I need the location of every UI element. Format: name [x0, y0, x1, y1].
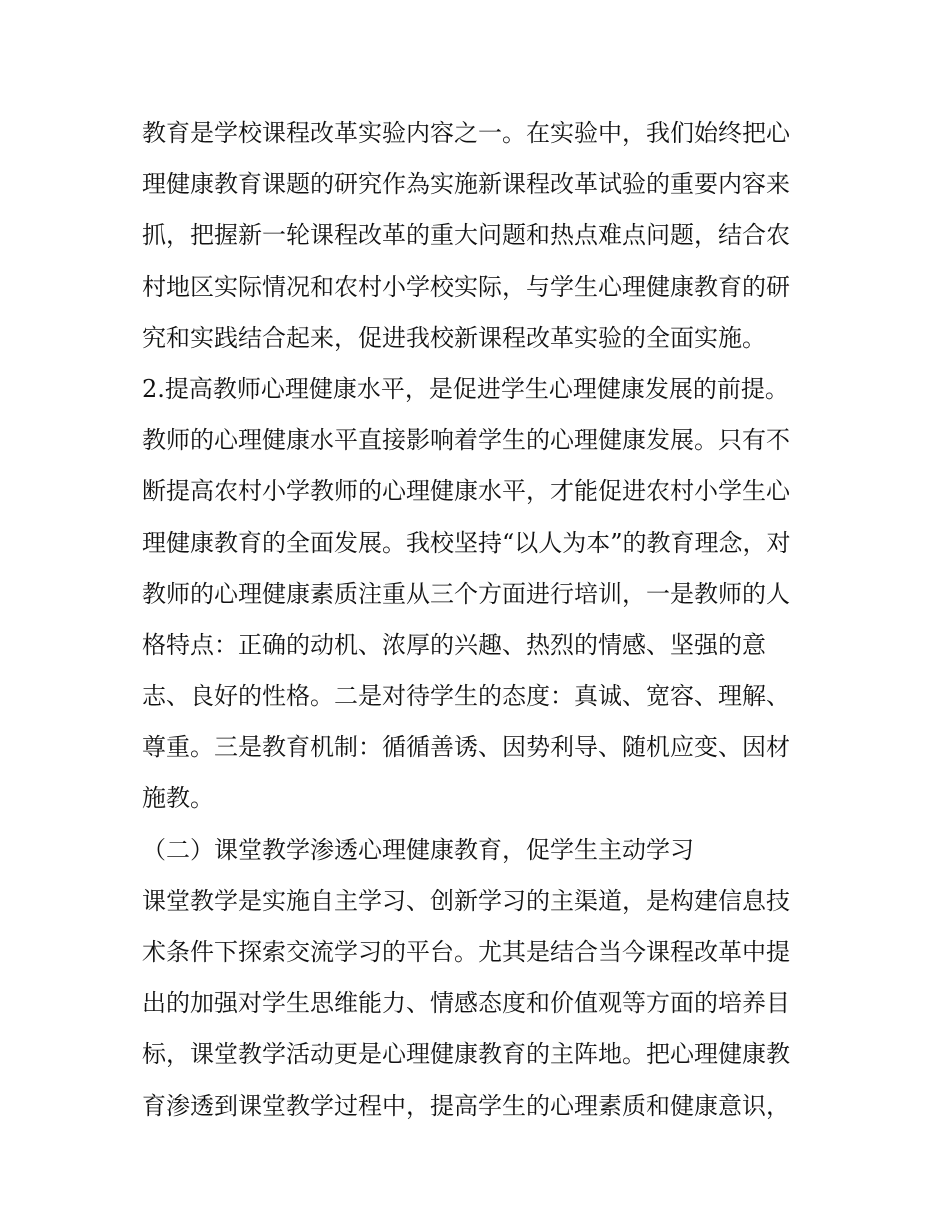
- text-line: 术条件下探索交流学习的平台。尤其是结合当今课程改革中提: [142, 938, 790, 966]
- text-line: 村地区实际情况和农村小学校实际，与学生心理健康教育的研: [142, 272, 790, 301]
- text-line: 教师的心理健康素质注重从三个方面进行培训，一是教师的人: [142, 579, 790, 608]
- text-line: 施教。: [142, 784, 214, 813]
- text-line: 育渗透到课堂教学过程中，提高学生的心理素质和健康意识，: [142, 1091, 790, 1120]
- text-line: 抓，把握新一轮课程改革的重大问题和热点难点问题，结合农: [142, 221, 790, 250]
- text-line: 断提高农村小学教师的心理健康水平，才能促进农村小学生心: [142, 477, 790, 506]
- body-text: [142, 108, 822, 1132]
- text-line: 课堂教学是实施自主学习、创新学习的主渠道，是构建信息技: [142, 886, 790, 915]
- text-line: 尊重。三是教育机制：循循善诱、因势利导、随机应变、因材: [142, 733, 790, 762]
- section-heading-part-two: （二）课堂教学渗透心理健康教育，促学生主动学习: [142, 835, 694, 864]
- text-line: 教育是学校课程改革实验内容之一。在实验中，我们始终把心: [142, 119, 790, 147]
- text-line: 格特点：正确的动机、浓厚的兴趣、热烈的情感、坚强的意: [142, 630, 766, 659]
- text-line: 标，课堂教学活动更是心理健康教育的主阵地。把心理健康教: [142, 1040, 790, 1069]
- text-line: 理健康教育课题的研究作為实施新课程改革试验的重要内容来: [142, 170, 790, 199]
- section-heading-2: 2.提高教师心理健康水平，是促进学生心理健康发展的前提。: [142, 374, 789, 403]
- text-line: 志、良好的性格。二是对待学生的态度：真诚、宽容、理解、: [142, 682, 790, 711]
- text-line: 出的加强对学生思维能力、情感态度和价值观等方面的培养目: [142, 989, 790, 1018]
- text-line: 究和实践结合起来，促进我校新课程改革实验的全面实施。: [142, 323, 766, 352]
- text-line: 理健康教育的全面发展。我校坚持“以人为本”的教育理念，对: [142, 528, 791, 557]
- text-line: 教师的心理健康水平直接影响着学生的心理健康发展。只有不: [142, 426, 790, 455]
